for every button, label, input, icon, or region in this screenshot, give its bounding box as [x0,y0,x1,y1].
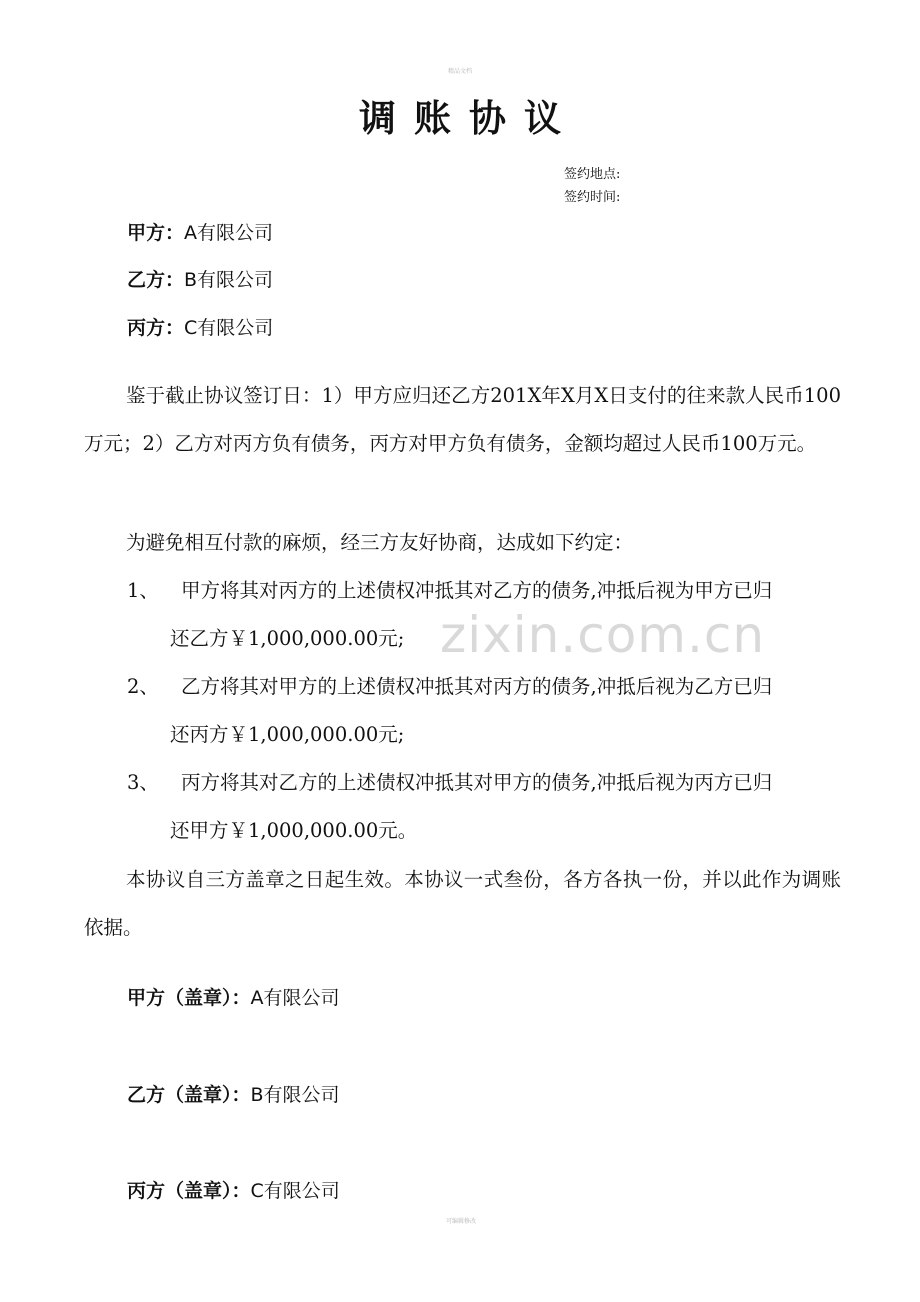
item-3-line2: 还甲方￥1,000,000.00元。 [170,819,418,842]
party-a-name: A有限公司 [184,222,274,244]
seal-party-c [127,1178,340,1204]
party-a [127,220,273,246]
item-2-line2: 还丙方￥1,000,000.00元; [170,723,405,746]
party-b [127,267,273,293]
seal-party-a-label: 甲方（盖章）： [127,987,251,1009]
seal-party-b-label: 乙方（盖章）： [127,1084,251,1106]
seal-party-a [127,985,340,1011]
agreement-lead: 为避免相互付款的麻烦，经三方友好协商，达成如下约定： [126,531,634,554]
header-note: 精品文档 [448,68,473,75]
party-c-label: 丙方： [127,317,185,339]
item-2-number: 2、 [127,675,159,698]
item-2 [170,663,841,759]
effect-paragraph: 本协议自三方盖章之日起生效。本协议一式叁份，各方各执一份，并以此作为调账依据。 [84,868,841,939]
seal-party-b-name: B有限公司 [250,1084,340,1106]
party-a-label: 甲方： [127,222,185,244]
item-3-number: 3、 [127,771,159,794]
document-title: 调账协议 [359,97,579,140]
signing-time-label: 签约时间: [564,190,621,205]
signing-place-label: 签约地点: [564,167,621,182]
item-1-number: 1、 [127,579,159,602]
party-b-label: 乙方： [127,269,185,291]
watermark: zixin.com.cn [440,606,766,664]
seal-party-a-name: A有限公司 [250,987,340,1009]
item-1-line1: 甲方将其对丙方的上述债权冲抵其对乙方的债务,冲抵后视为甲方已归 [181,579,773,602]
item-2-line1: 乙方将其对甲方的上述债权冲抵其对丙方的债务,冲抵后视为乙方已归 [181,675,773,698]
footer-note: 可编辑修改 [446,1218,477,1225]
party-c-name: C有限公司 [184,317,274,339]
item-3-line1: 丙方将其对乙方的上述债权冲抵其对甲方的债务,冲抵后视为丙方已归 [181,771,773,794]
party-b-name: B有限公司 [184,269,274,291]
seal-party-c-name: C有限公司 [250,1180,340,1202]
item-1-line2: 还乙方￥1,000,000.00元; [170,627,405,650]
seal-party-b [127,1082,340,1108]
seal-party-c-label: 丙方（盖章）： [127,1180,251,1202]
party-c [127,315,273,341]
item-3 [170,759,841,855]
intro-paragraph: 鉴于截止协议签订日：1）甲方应归还乙方201X年X月X日支付的往来款人民币100万元；2）乙方对丙方负有债务，丙方对甲方负有债务，金额均超过人民币100万元。 [84,384,841,455]
item-1 [170,567,841,663]
